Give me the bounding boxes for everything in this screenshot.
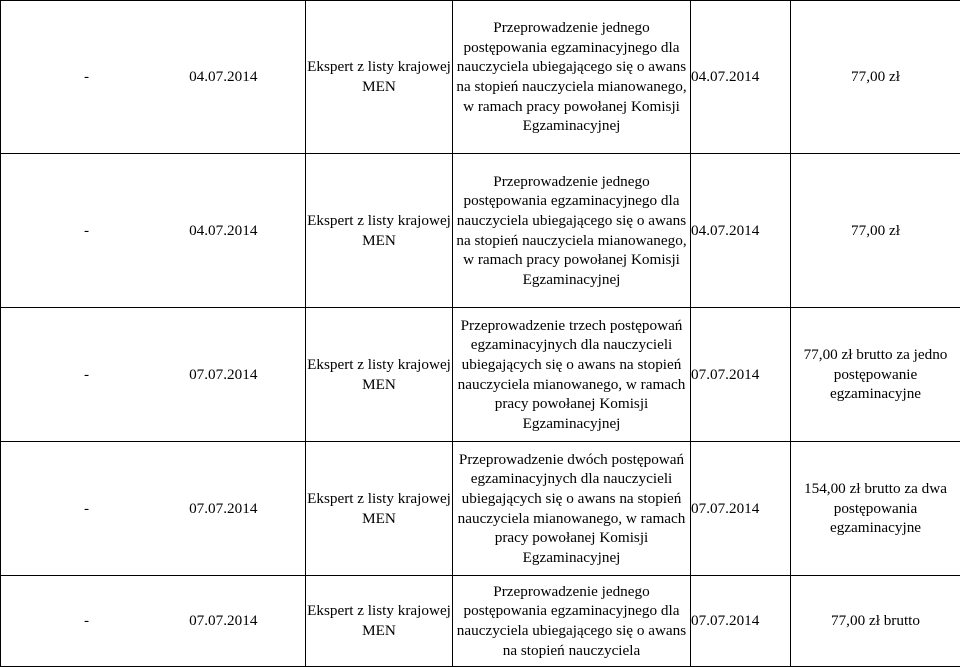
table-row (1, 1, 960, 154)
date-from-cell (1, 442, 306, 576)
role-cell (306, 154, 453, 308)
date-to: 07.07.2014 (691, 612, 760, 630)
dash-marker: - (84, 365, 90, 383)
date-from: 07.07.2014 (189, 365, 258, 383)
role-cell (306, 1, 453, 154)
dash-marker: - (84, 499, 90, 517)
description-cell (453, 308, 691, 442)
date-from: 07.07.2014 (189, 499, 258, 517)
dash-marker: - (84, 68, 90, 86)
date-to: 07.07.2014 (691, 365, 760, 383)
date-from-cell (1, 308, 306, 442)
table-row (1, 154, 960, 308)
amount-cell (791, 576, 960, 667)
description-cell (453, 154, 691, 308)
date-to: 04.07.2014 (691, 221, 760, 239)
date-from-cell (1, 154, 306, 308)
dash-marker: - (84, 221, 90, 239)
amount-text: 77,00 zł (851, 221, 900, 239)
date-to: 04.07.2014 (691, 68, 760, 86)
amount-cell (791, 308, 960, 442)
description-text: Przeprowadzenie trzech postępowań egzaminacyjnych dla nauczycieli ubiegających się o awans na stopień nauczyciela mianowanego, w ramach pracy powołanej Komisji Egzaminacyjnej (457, 316, 686, 432)
amount-text: 77,00 zł brutto za jedno postępowanie egzaminacyjne (803, 346, 948, 403)
description-cell (453, 576, 691, 667)
amount-cell (791, 154, 960, 308)
amount-text: 154,00 zł brutto za dwa postępowania egzaminacyjne (804, 480, 947, 537)
description-cell (453, 1, 691, 154)
role-text: Ekspert z listy krajowej MEN (307, 58, 451, 95)
description-text: Przeprowadzenie jednego postępowania egzaminacyjnego dla nauczyciela ubiegającego się o awans na stopień nauczyciela mianowanego, w ramach pracy powołanej Komisji Egzaminacyjnej (456, 19, 687, 135)
date-from: 04.07.2014 (189, 68, 258, 86)
table-row (1, 576, 960, 667)
date-to-cell (691, 442, 791, 576)
table-row (1, 442, 960, 576)
table-row (1, 308, 960, 442)
role-text: Ekspert z listy krajowej MEN (307, 489, 451, 527)
date-from: 04.07.2014 (189, 221, 258, 239)
date-to-cell (691, 576, 791, 667)
date-from-cell (1, 576, 306, 667)
date-to-cell (691, 308, 791, 442)
role-text: Ekspert z listy krajowej MEN (307, 355, 451, 393)
role-cell (306, 442, 453, 576)
role-cell (306, 576, 453, 667)
dash-marker: - (84, 612, 90, 630)
role-text: Ekspert z listy krajowej MEN (307, 602, 451, 639)
amount-cell (791, 442, 960, 576)
role-text: Ekspert z listy krajowej MEN (307, 211, 451, 249)
description-text: Przeprowadzenie dwóch postępowań egzaminacyjnych dla nauczycieli ubiegających się o awans na stopień nauczyciela mianowanego, w ramach pracy powołanej Komisji Egzaminacyjnej (457, 450, 686, 566)
description-cell (453, 442, 691, 576)
date-from: 07.07.2014 (189, 612, 258, 630)
amount-cell (791, 1, 960, 154)
date-to-cell (691, 1, 791, 154)
date-to-cell (691, 154, 791, 308)
amount-text: 77,00 zł (851, 68, 900, 86)
role-cell (306, 308, 453, 442)
description-text: Przeprowadzenie jednego postępowania egzaminacyjnego dla nauczyciela ubiegającego się o awans na stopień nauczyciela mianowanego, w ramach pracy powołanej Komisji Egzaminacyjnej (456, 172, 687, 288)
date-to: 07.07.2014 (691, 499, 760, 517)
date-from-cell (1, 1, 306, 154)
description-text: Przeprowadzenie jednego postępowania egzaminacyjnego dla nauczyciela ubiegającego się o awans na stopień nauczyciela (456, 582, 687, 659)
amount-text: 77,00 zł brutto (830, 612, 920, 630)
